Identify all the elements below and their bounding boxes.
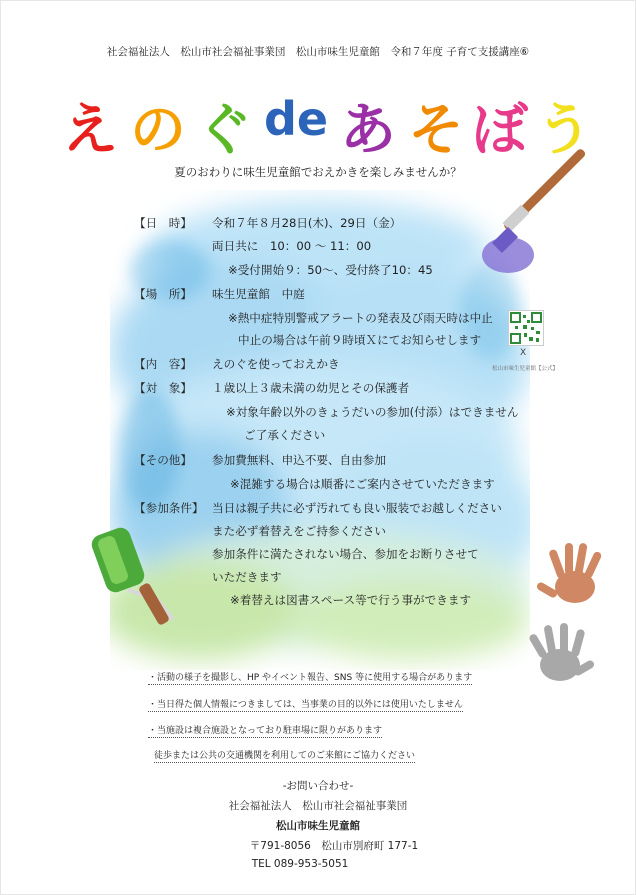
- paint-roller-icon: [78, 520, 198, 630]
- time-note: ※受付開始９：50～、受付終了10：45: [228, 263, 433, 277]
- notice-item: ・活動の様子を撮影し、HP やイベント報告、SNS 等に使用する場合があります: [148, 670, 472, 685]
- notice-item: 徒歩または公共の交通機関を利用してのご来館にご協力ください: [154, 748, 415, 763]
- qr-x-label: X: [520, 348, 527, 358]
- date-value: 令和７年８月28日(木)、29日（金）: [212, 216, 402, 230]
- target-value: １歳以上３歳未満の幼児とその保護者: [212, 381, 410, 395]
- qr-code[interactable]: [508, 310, 544, 346]
- other-note: ※混雑する場合は順番にご案内させていただきます: [230, 477, 495, 491]
- qr-code-icon: [509, 311, 543, 345]
- time-value: 両日共に 10：00 ～ 11：00: [212, 239, 372, 253]
- contact-heading: -お問い合わせ-: [282, 780, 354, 792]
- notice-item: ・当施設は複合施設となっており駐車場に限りがあります: [148, 723, 382, 738]
- place-note-1: ※熱中症特別警戒アラートの発表及び雨天時は中止: [228, 311, 493, 325]
- title-char: あ: [340, 98, 396, 163]
- handprint-gray-icon: [520, 615, 600, 695]
- other-label: 【その他】: [134, 453, 192, 467]
- subtitle: 夏のおわりに味生児童館でおえかきを楽しみませんか？: [174, 165, 462, 179]
- contact-address: 〒791-8056 松山市別府町 177-1: [249, 840, 419, 852]
- header-line: 社会福祉法人 松山市社会福祉事業団 松山市味生児童館 令和７年度 子育て支援講座⑥: [106, 46, 530, 58]
- other-value: 参加費無料、申込不要、自由参加: [212, 453, 386, 467]
- title-char: の: [130, 98, 186, 163]
- contact-name: 松山市味生児童館: [276, 820, 360, 832]
- date-label: 【日 時】: [134, 216, 192, 230]
- condition-line-2: また必ず着替えをご持参ください: [212, 524, 386, 538]
- title-char: え: [62, 98, 118, 163]
- notice-item: ・当日得た個人情報につきましては、当事業の目的以外には使用いたしません: [148, 697, 463, 712]
- contact-org: 社会福祉法人 松山市社会福祉事業団: [228, 800, 408, 812]
- condition-line-3: 参加条件に満たされない場合、参加をお断りさせて: [212, 547, 479, 561]
- condition-label: 【参加条件】: [134, 501, 204, 515]
- title-char: う: [536, 98, 592, 163]
- place-note-2: 中止の場合は午前９時頃Ｘにてお知らせします: [238, 333, 482, 347]
- place-value: 味生児童館 中庭: [212, 287, 305, 301]
- content-value: えのぐを使っておえかき: [212, 357, 340, 371]
- contact-tel: TEL 089-953-5051: [251, 858, 349, 870]
- condition-note: ※着替えは図書スペース等で行う事ができます: [230, 593, 472, 607]
- content-label: 【内 容】: [134, 357, 192, 371]
- title-char: de: [264, 92, 329, 146]
- handprint-brown-icon: [535, 535, 615, 615]
- target-label: 【対 象】: [134, 381, 192, 395]
- title-char: ぼ: [472, 98, 528, 163]
- target-note-1: ※対象年齢以外のきょうだいの参加(付添）はできません: [226, 405, 519, 419]
- title: [0, 78, 636, 163]
- target-note-2: ご了承ください: [244, 428, 326, 442]
- place-label: 【場 所】: [134, 287, 192, 301]
- title-char: そ: [408, 98, 464, 163]
- qr-caption: 松山市味生児童館【公式】: [492, 366, 559, 372]
- condition-line-4: いただきます: [212, 570, 282, 584]
- condition-line-1: 当日は親子共に必ず汚れても良い服装でお越しください: [212, 501, 502, 515]
- title-char: ぐ: [196, 98, 252, 163]
